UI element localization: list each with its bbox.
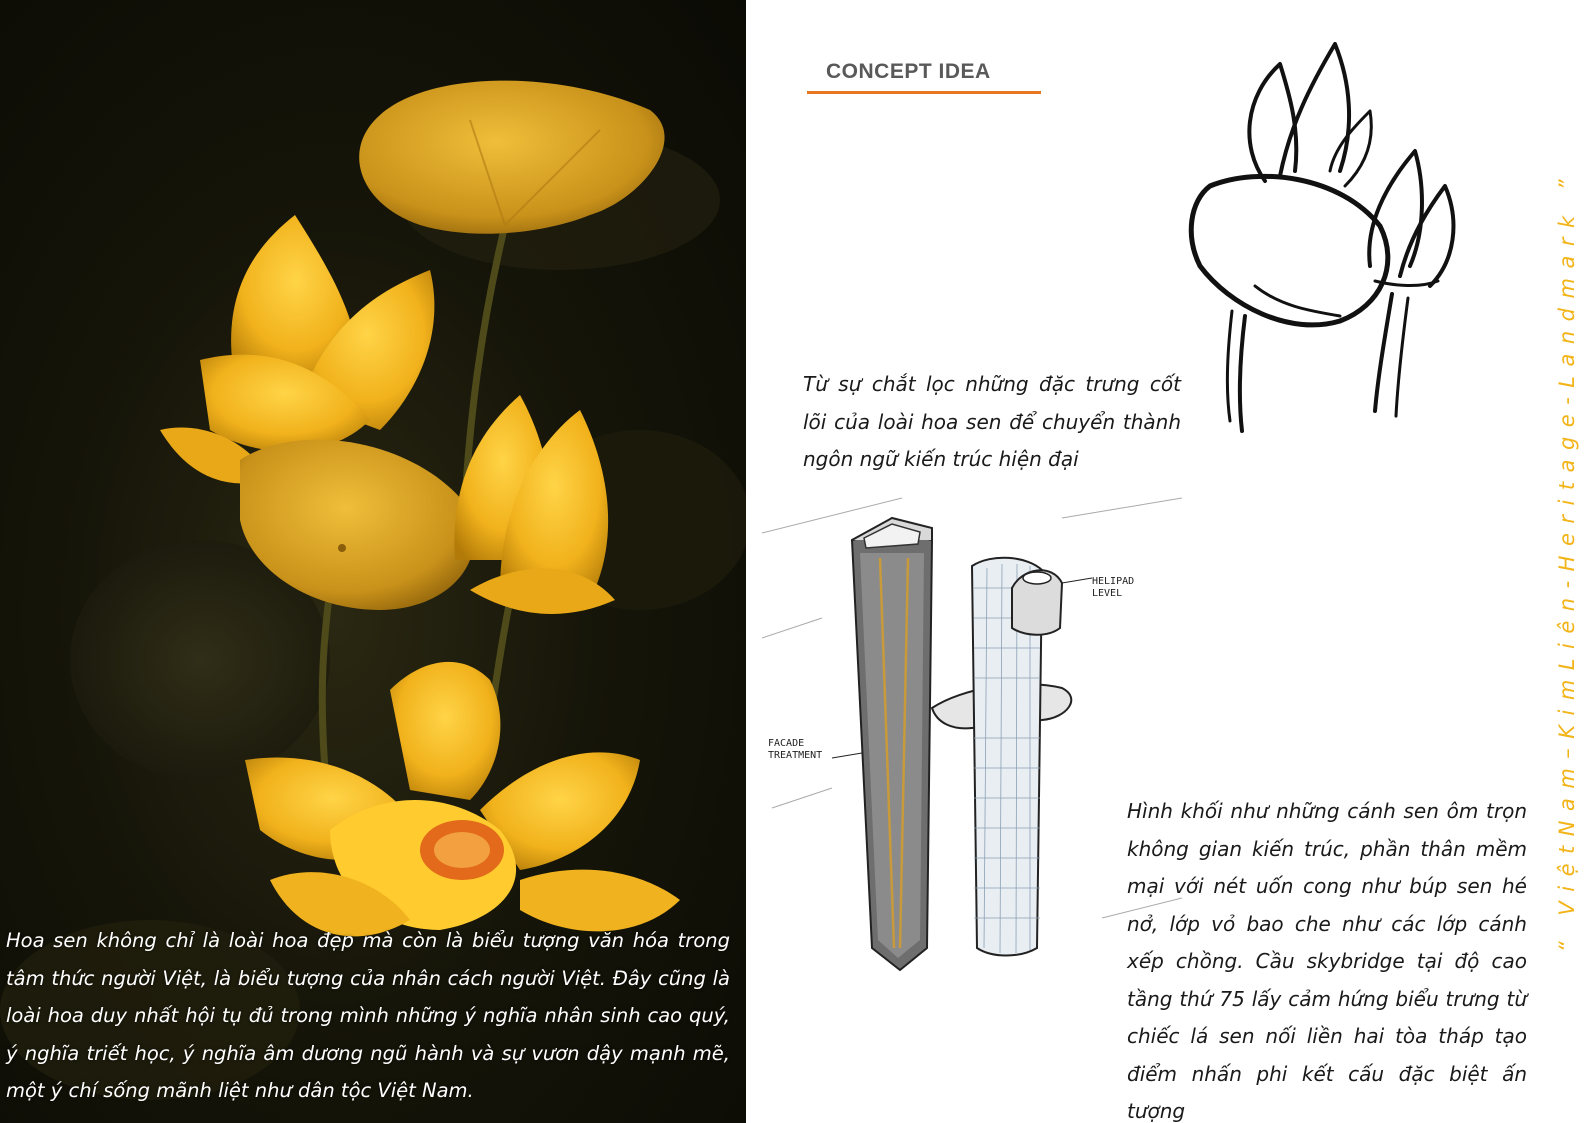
tower-form-paragraph: Hình khối như những cánh sen ôm trọn không gian kiến trúc, phần thân mềm mại với nét uốn cong như búp sen hé nở, lớp vỏ bao che như các lớp cánh xếp chồng. Cầu skybridge tại độ cao tầng thứ 75 lấy cảm hứng biểu trưng từ chiếc lá sen nối liền hai tòa tháp tạo điểm nhấn phi kết cấu đặc biệt ấn tượng [1127,799,1527,1123]
section-title-underline [807,91,1041,94]
lotus-ink-sketch [1170,36,1500,436]
helipad-label: HELIPAD LEVEL [1092,576,1135,599]
lotus-photo-panel [0,0,746,1123]
vertical-tagline: “ ViệtNam–KimLiên-Heritage-Landmark ” [1555,169,1579,953]
helipad-label-text: HELIPAD [1092,576,1135,587]
lotus-intro-paragraph: Hoa sen không chỉ là loài hoa đẹp mà còn là biểu tượng văn hóa trong tâm thức người Việt, là biểu tượng của nhân cách người Việt. Đây cũng là loài hoa duy nhất hội tụ đủ trong mình những ý nghĩa nhân sinh cao quý, ý nghĩa triết học, ý nghĩa âm dương ngũ hành và sự vươn dậy mạnh mẽ, một ý chí sống mãnh liệt như dân tộc Việt Nam. [6,929,730,1102]
twin-tower-sketch [762,478,1182,988]
section-title: CONCEPT IDEA [826,60,991,83]
lotus-distill-paragraph: Từ sự chắt lọc những đặc trưng cốt lõi của loài hoa sen để chuyển thành ngôn ngữ kiến trúc hiện đại [803,372,1181,471]
facade-label-text: FACADE [768,738,805,749]
facade-label: FACADE TREATMENT [768,738,823,761]
